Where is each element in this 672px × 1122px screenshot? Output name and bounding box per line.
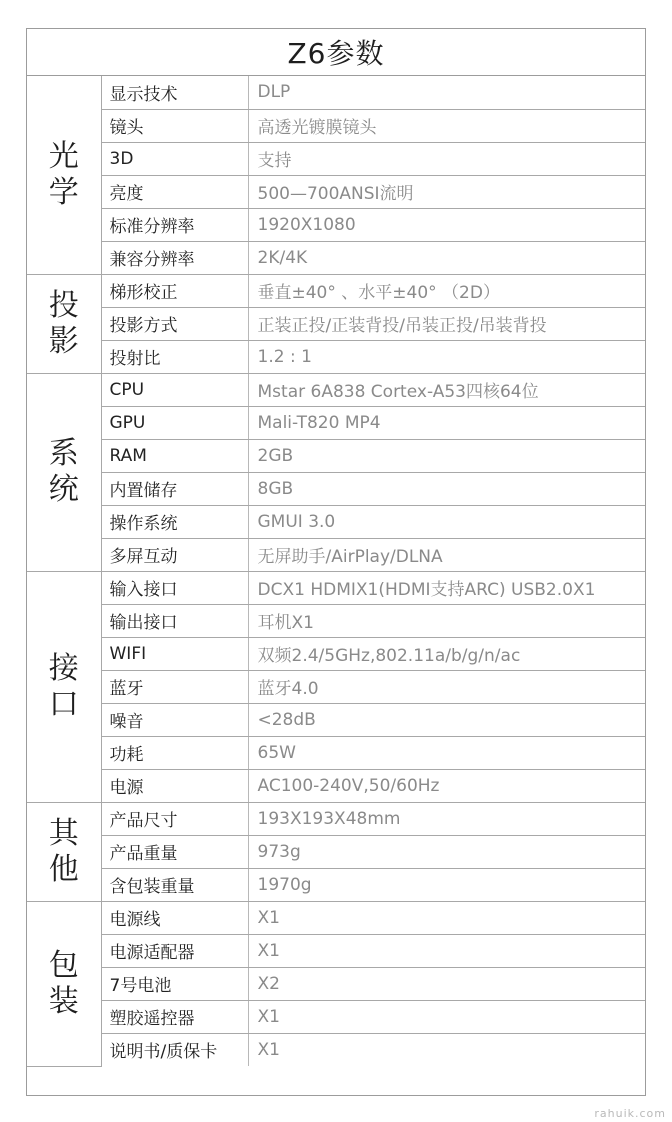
group-label <box>27 76 101 274</box>
group-label-char: 他 <box>48 851 79 887</box>
spec-row <box>27 373 645 406</box>
spec-label: 亮度 <box>101 175 248 208</box>
spec-value: DCX1 HDMIX1(HDMI支持ARC) USB2.0X1 <box>248 571 645 604</box>
spec-value: 双频2.4/5GHz,802.11a/b/g/n/ac <box>248 637 645 670</box>
spec-row <box>27 406 645 439</box>
spec-label: 电源适配器 <box>101 934 248 967</box>
group-label-char: 统 <box>48 472 79 507</box>
spec-value: 支持 <box>248 142 645 175</box>
group-label <box>27 802 101 901</box>
spec-row <box>27 835 645 868</box>
spec-label: 蓝牙 <box>101 670 248 703</box>
spec-row <box>27 241 645 274</box>
spec-value: DLP <box>248 76 645 109</box>
spec-value: Mali-T820 MP4 <box>248 406 645 439</box>
group-label <box>27 373 101 571</box>
spec-value: 蓝牙4.0 <box>248 670 645 703</box>
spec-value: AC100-240V,50/60Hz <box>248 769 645 802</box>
spec-value: X1 <box>257 1039 280 1060</box>
spec-value: 2GB <box>248 439 645 472</box>
spec-label: CPU <box>101 373 248 406</box>
spec-label: 产品重量 <box>101 835 248 868</box>
spec-label: 显示技术 <box>101 76 248 109</box>
spec-value: 正装正投/正装背投/吊装正投/吊装背投 <box>248 307 645 340</box>
spec-value: 垂直±40° 、水平±40° （2D） <box>248 274 645 307</box>
spec-row <box>27 1000 645 1033</box>
spec-label: 塑胶遥控器 <box>101 1000 248 1033</box>
spec-label: 兼容分辨率 <box>101 241 248 274</box>
group-label-char: 装 <box>48 983 79 1019</box>
spec-label: 说明书/质保卡 <box>101 1033 248 1066</box>
group-label-char: 其 <box>48 815 79 851</box>
spec-row <box>27 109 645 142</box>
spec-row <box>27 604 645 637</box>
spec-value: 973g <box>248 835 645 868</box>
page-title: Z6参数 <box>27 29 645 76</box>
spec-value: 2K/4K <box>248 241 645 274</box>
spec-label: 多屏互动 <box>101 538 248 571</box>
spec-value: 1970g <box>248 868 645 901</box>
spec-value: 8GB <box>248 472 645 505</box>
spec-row <box>27 175 645 208</box>
spec-label: 噪音 <box>101 703 248 736</box>
group-label-char: 口 <box>48 686 79 722</box>
spec-value: 无屏助手/AirPlay/DLNA <box>248 538 645 571</box>
spec-row <box>27 76 645 109</box>
spec-value: X1 <box>248 1000 645 1033</box>
spec-label: 电源线 <box>101 901 248 934</box>
spec-value: X2 <box>248 967 645 1000</box>
spec-label: 7号电池 <box>101 967 248 1000</box>
spec-row <box>27 868 645 901</box>
spec-sheet <box>26 28 646 1096</box>
group-label-char: 光 <box>48 138 79 174</box>
spec-label: 投射比 <box>101 340 248 373</box>
group-label-char: 学 <box>48 174 79 210</box>
group-label <box>27 274 101 373</box>
spec-row <box>27 340 645 373</box>
spec-label: 镜头 <box>101 109 248 142</box>
group-label-char: 包 <box>48 947 79 983</box>
spec-row <box>27 637 645 670</box>
spec-label: 输出接口 <box>101 604 248 637</box>
spec-value: 1.2 : 1 <box>248 340 645 373</box>
group-label-char: 投 <box>48 287 79 323</box>
group-label-char: 系 <box>48 436 79 471</box>
spec-value: X1 <box>248 901 645 934</box>
spec-label: 产品尺寸 <box>101 802 248 835</box>
spec-value: 193X193X48mm <box>248 802 645 835</box>
spec-label: 输入接口 <box>101 571 248 604</box>
spec-label: 梯形校正 <box>101 274 248 307</box>
spec-row <box>27 769 645 802</box>
spec-table <box>27 76 645 1067</box>
spec-row <box>27 274 645 307</box>
spec-row <box>27 901 645 934</box>
spec-label: GPU <box>101 406 248 439</box>
group-label-char: 影 <box>48 323 79 359</box>
spec-label: WIFI <box>101 637 248 670</box>
spec-value: 500—700ANSI流明 <box>248 175 645 208</box>
spec-row <box>27 802 645 835</box>
spec-label: 电源 <box>101 769 248 802</box>
spec-row <box>27 307 645 340</box>
spec-row <box>27 142 645 175</box>
group-label <box>27 901 101 1066</box>
spec-value: Mstar 6A838 Cortex-A53四核64位 <box>248 373 645 406</box>
spec-row <box>27 670 645 703</box>
spec-row <box>27 934 645 967</box>
spec-row <box>27 538 645 571</box>
spec-label: 含包装重量 <box>101 868 248 901</box>
spec-label: 3D <box>101 142 248 175</box>
spec-value: GMUI 3.0 <box>248 505 645 538</box>
spec-label: 标准分辨率 <box>101 208 248 241</box>
spec-value: 高透光镀膜镜头 <box>248 109 645 142</box>
spec-value: <28dB <box>248 703 645 736</box>
spec-value: 耳机X1 <box>248 604 645 637</box>
spec-value: 1920X1080 <box>248 208 645 241</box>
spec-label: 投影方式 <box>101 307 248 340</box>
spec-row <box>27 439 645 472</box>
spec-row <box>27 967 645 1000</box>
spec-row <box>27 571 645 604</box>
spec-label: 操作系统 <box>101 505 248 538</box>
spec-value: X1 <box>248 934 645 967</box>
group-label <box>27 571 101 802</box>
spec-row <box>27 1033 645 1066</box>
spec-row <box>27 208 645 241</box>
group-label-char: 接 <box>48 650 79 686</box>
spec-value: 65W <box>248 736 645 769</box>
watermark: rahuik.com <box>594 1107 666 1120</box>
spec-label: RAM <box>101 439 248 472</box>
spec-label: 功耗 <box>101 736 248 769</box>
spec-row <box>27 472 645 505</box>
spec-label: 内置储存 <box>101 472 248 505</box>
spec-row <box>27 736 645 769</box>
spec-row <box>27 703 645 736</box>
spec-table-body <box>27 76 645 1066</box>
spec-row <box>27 505 645 538</box>
